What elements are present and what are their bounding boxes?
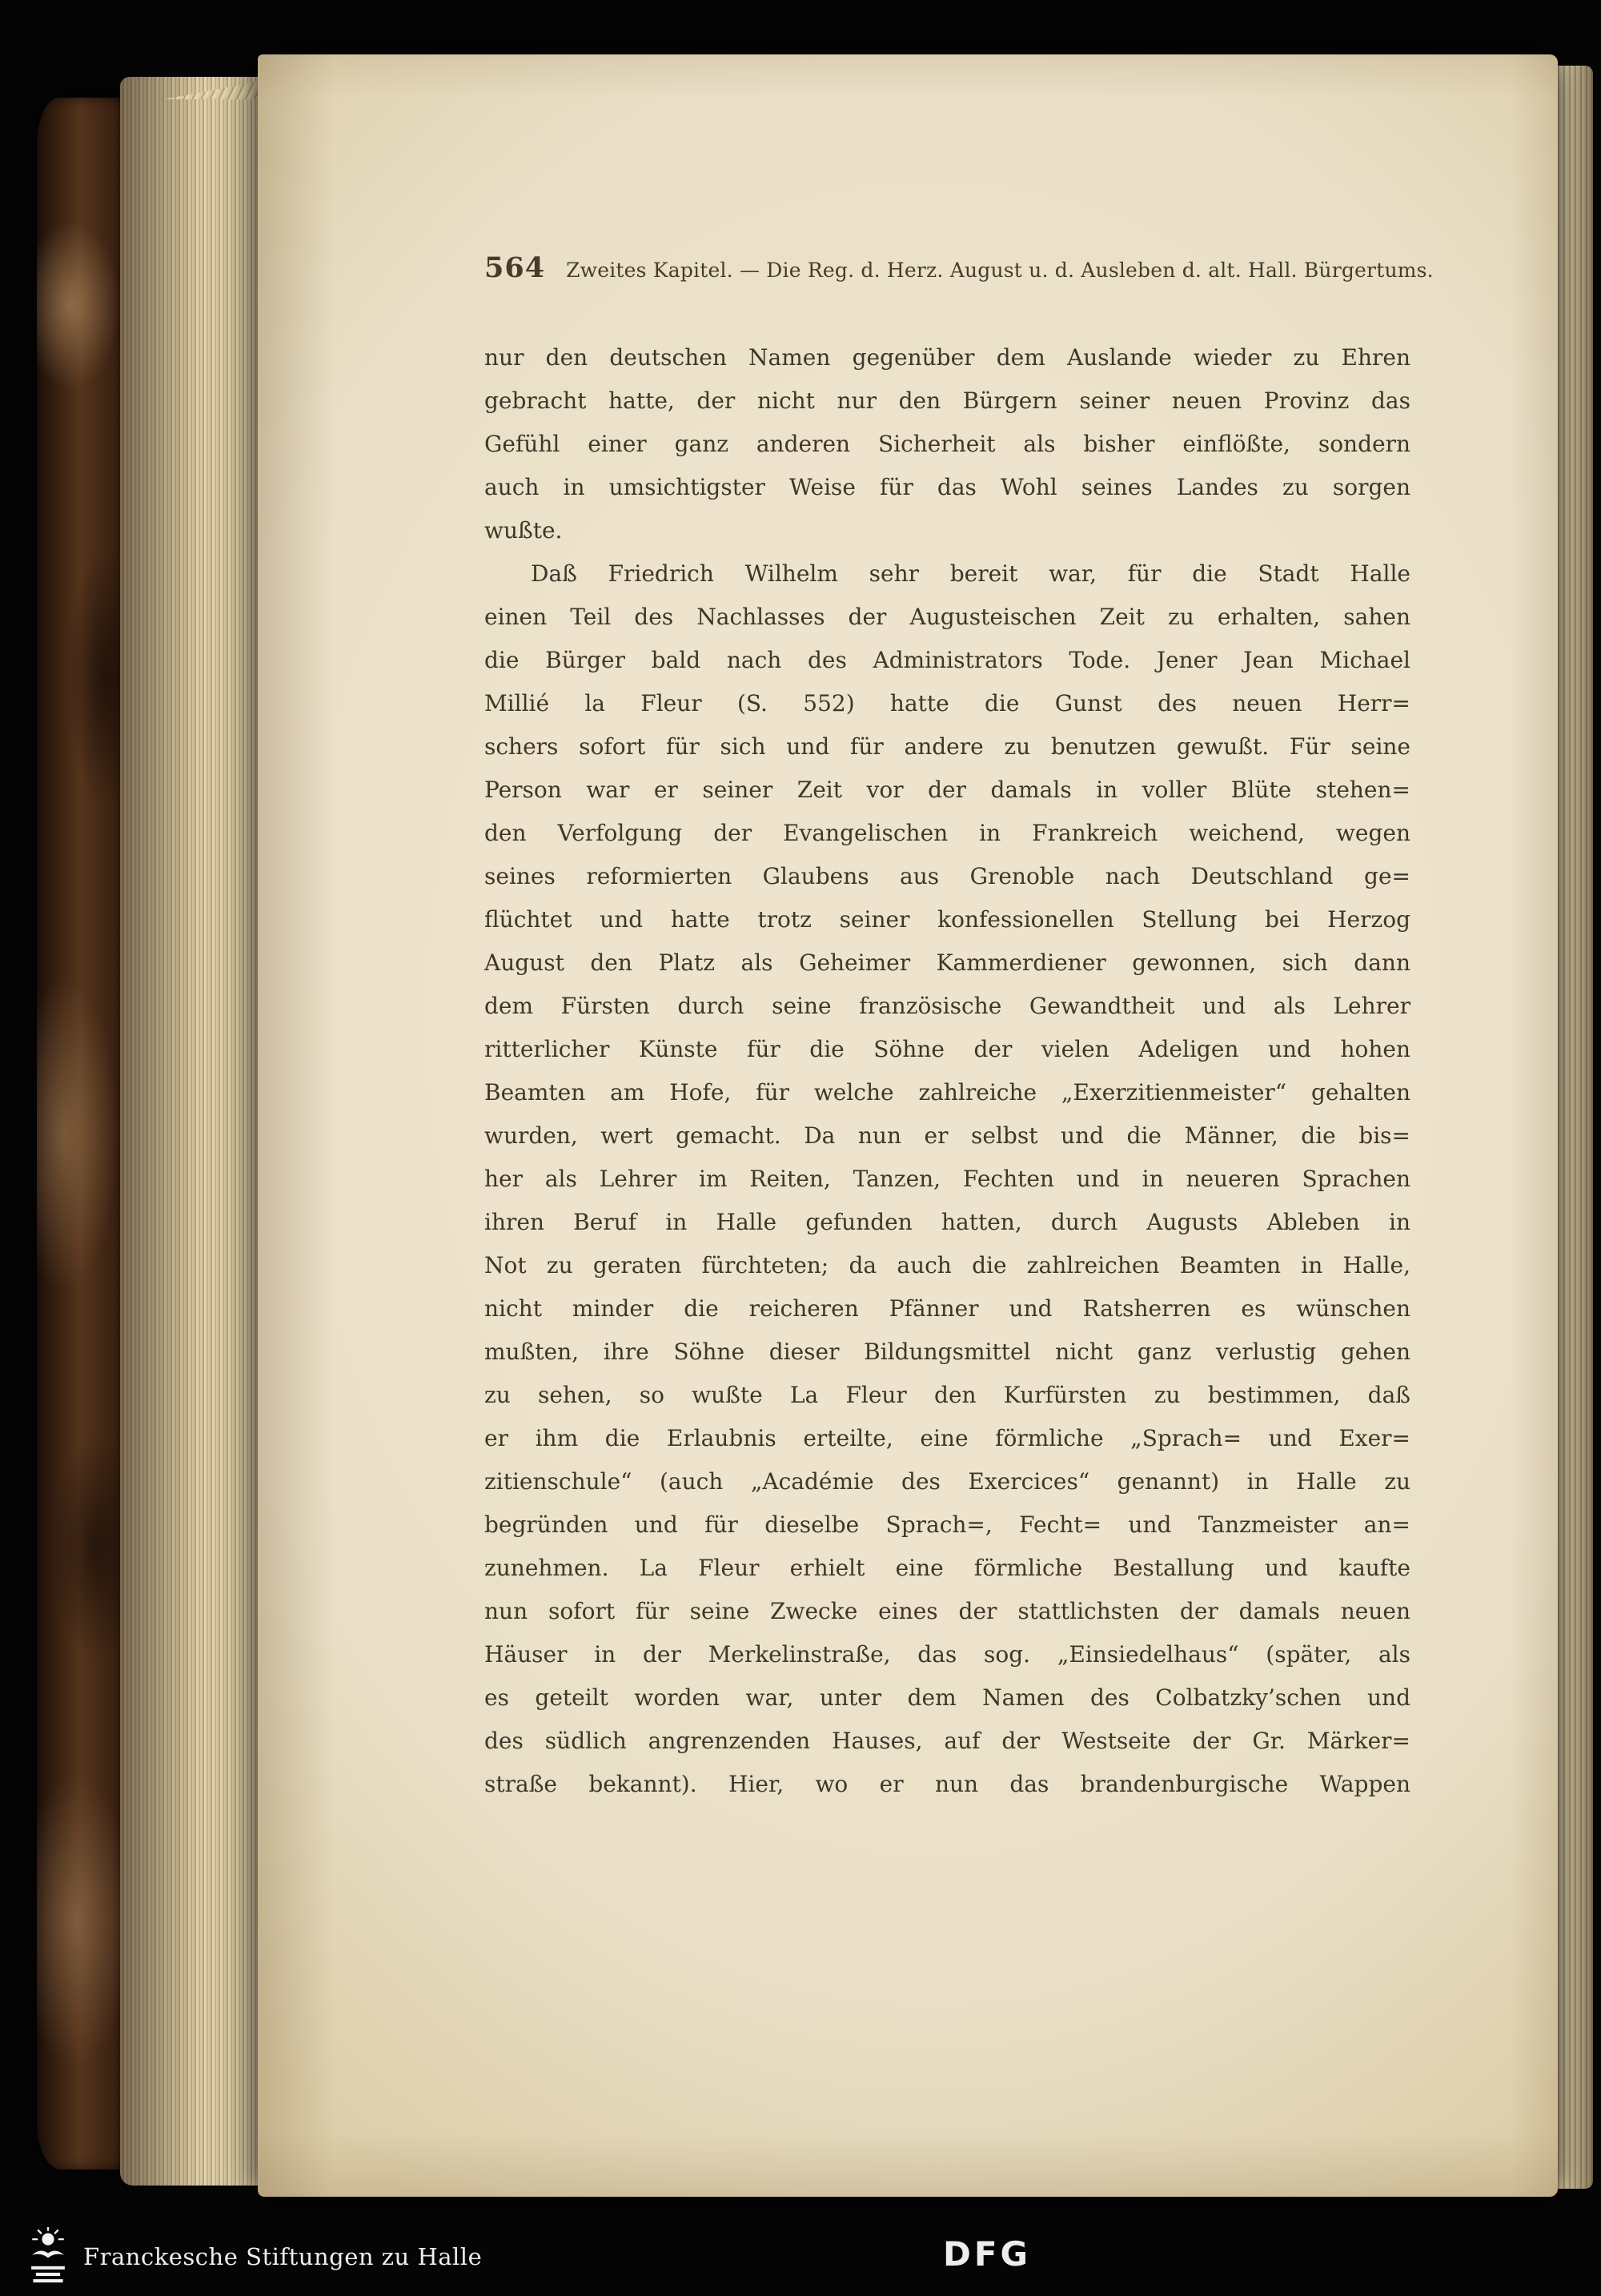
dfg-logo: DFG [943, 2234, 1032, 2274]
running-title: Zweites Kapitel. — Die Reg. d. Herz. August u. d. Ausleben d. alt. Hall. Bürgertums. [566, 259, 1434, 282]
text-line: mußten, ihre Söhne dieser Bildungsmittel nicht ganz verlustig gehen [484, 1339, 1410, 1365]
text-line: einen Teil des Nachlasses der Augusteischen Zeit zu erhalten, sahen [484, 604, 1410, 630]
text-line: die Bürger bald nach des Administrators Tode. Jener Jean Michael [484, 647, 1410, 673]
text-line: Millié la Fleur (S. 552) hatte die Gunst des neuen Herr= [484, 690, 1410, 716]
text-line: auch in umsichtigster Weise für das Wohl seines Landes zu sorgen [484, 474, 1410, 500]
text-line: Beamten am Hofe, für welche zahlreiche „Exerzitienmeister“ gehalten [484, 1079, 1410, 1106]
text-line: ritterlicher Künste für die Söhne der vielen Adeligen und hohen [484, 1036, 1410, 1062]
text-line: her als Lehrer im Reiten, Tanzen, Fechten und in neueren Sprachen [484, 1166, 1410, 1192]
text-line: gebracht hatte, der nicht nur den Bürgern seiner neuen Provinz das [484, 387, 1410, 414]
text-line: es geteilt worden war, unter dem Namen des Colbatzky’schen und [484, 1684, 1410, 1711]
text-line: Häuser in der Merkelinstraße, das sog. „Einsiedelhaus“ (später, als [484, 1641, 1410, 1668]
page-edges-right [1556, 66, 1593, 2189]
text-line: des südlich angrenzenden Hauses, auf der Westseite der Gr. Märker= [484, 1728, 1410, 1754]
text-line: Daß Friedrich Wilhelm sehr bereit war, für die Stadt Halle [531, 560, 1410, 587]
text-line: zu sehen, so wußte La Fleur den Kurfürsten zu bestimmen, daß [484, 1382, 1410, 1408]
text-line: ihren Beruf in Halle gefunden hatten, durch Augusts Ableben in [484, 1209, 1410, 1235]
text-line: Person war er seiner Zeit vor der damals in voller Blüte stehen= [484, 777, 1410, 803]
text-line: nur den deutschen Namen gegenüber dem Auslande wieder zu Ehren [484, 344, 1410, 371]
library-name: Franckesche Stiftungen zu Halle [83, 2243, 483, 2270]
text-line: den Verfolgung der Evangelischen in Frankreich weichend, wegen [484, 820, 1410, 846]
text-line: Gefühl einer ganz anderen Sicherheit als bisher einflößte, sondern [484, 431, 1410, 457]
text-line: wußte. [484, 517, 563, 544]
text-line: dem Fürsten durch seine französische Gewandtheit und als Lehrer [484, 993, 1410, 1019]
book-spine [37, 98, 133, 2170]
text-line: schers sofort für sich und für andere zu benutzen gewußt. Für seine [484, 733, 1410, 760]
text-line: August den Platz als Geheimer Kammerdiener gewonnen, sich dann [484, 949, 1410, 976]
watermark-bar [0, 2200, 1601, 2296]
page-edges-left [120, 77, 266, 2186]
text-line: zitienschule“ (auch „Académie des Exercices“ genannt) in Halle zu [484, 1468, 1410, 1495]
text-line: seines reformierten Glaubens aus Grenoble nach Deutschland ge= [484, 863, 1410, 889]
text-line: wurden, wert gemacht. Da nun er selbst und die Männer, die bis= [484, 1122, 1410, 1149]
text-line: Not zu geraten fürchteten; da auch die zahlreichen Beamten in Halle, [484, 1252, 1410, 1278]
book-page [258, 54, 1558, 2197]
text-line: flüchtet und hatte trotz seiner konfessionellen Stellung bei Herzog [484, 906, 1410, 933]
page-number: 564 [484, 251, 546, 284]
page-text [484, 336, 1410, 1806]
text-line: nicht minder die reicheren Pfänner und Ratsherren es wünschen [484, 1295, 1410, 1322]
text-line: straße bekannt). Hier, wo er nun das brandenburgische Wappen [484, 1771, 1410, 1797]
text-line: begründen und für dieselbe Sprach=, Fecht= und Tanzmeister an= [484, 1511, 1410, 1538]
text-line: zunehmen. La Fleur erhielt eine förmliche Bestallung und kaufte [484, 1555, 1410, 1581]
running-head [484, 251, 1434, 284]
franckesche-stiftungen-logo-icon [27, 2227, 69, 2285]
text-line: er ihm die Erlaubnis erteilte, eine förmliche „Sprach= und Exer= [484, 1425, 1410, 1451]
text-line: nun sofort für seine Zwecke eines der stattlichsten der damals neuen [484, 1598, 1410, 1624]
